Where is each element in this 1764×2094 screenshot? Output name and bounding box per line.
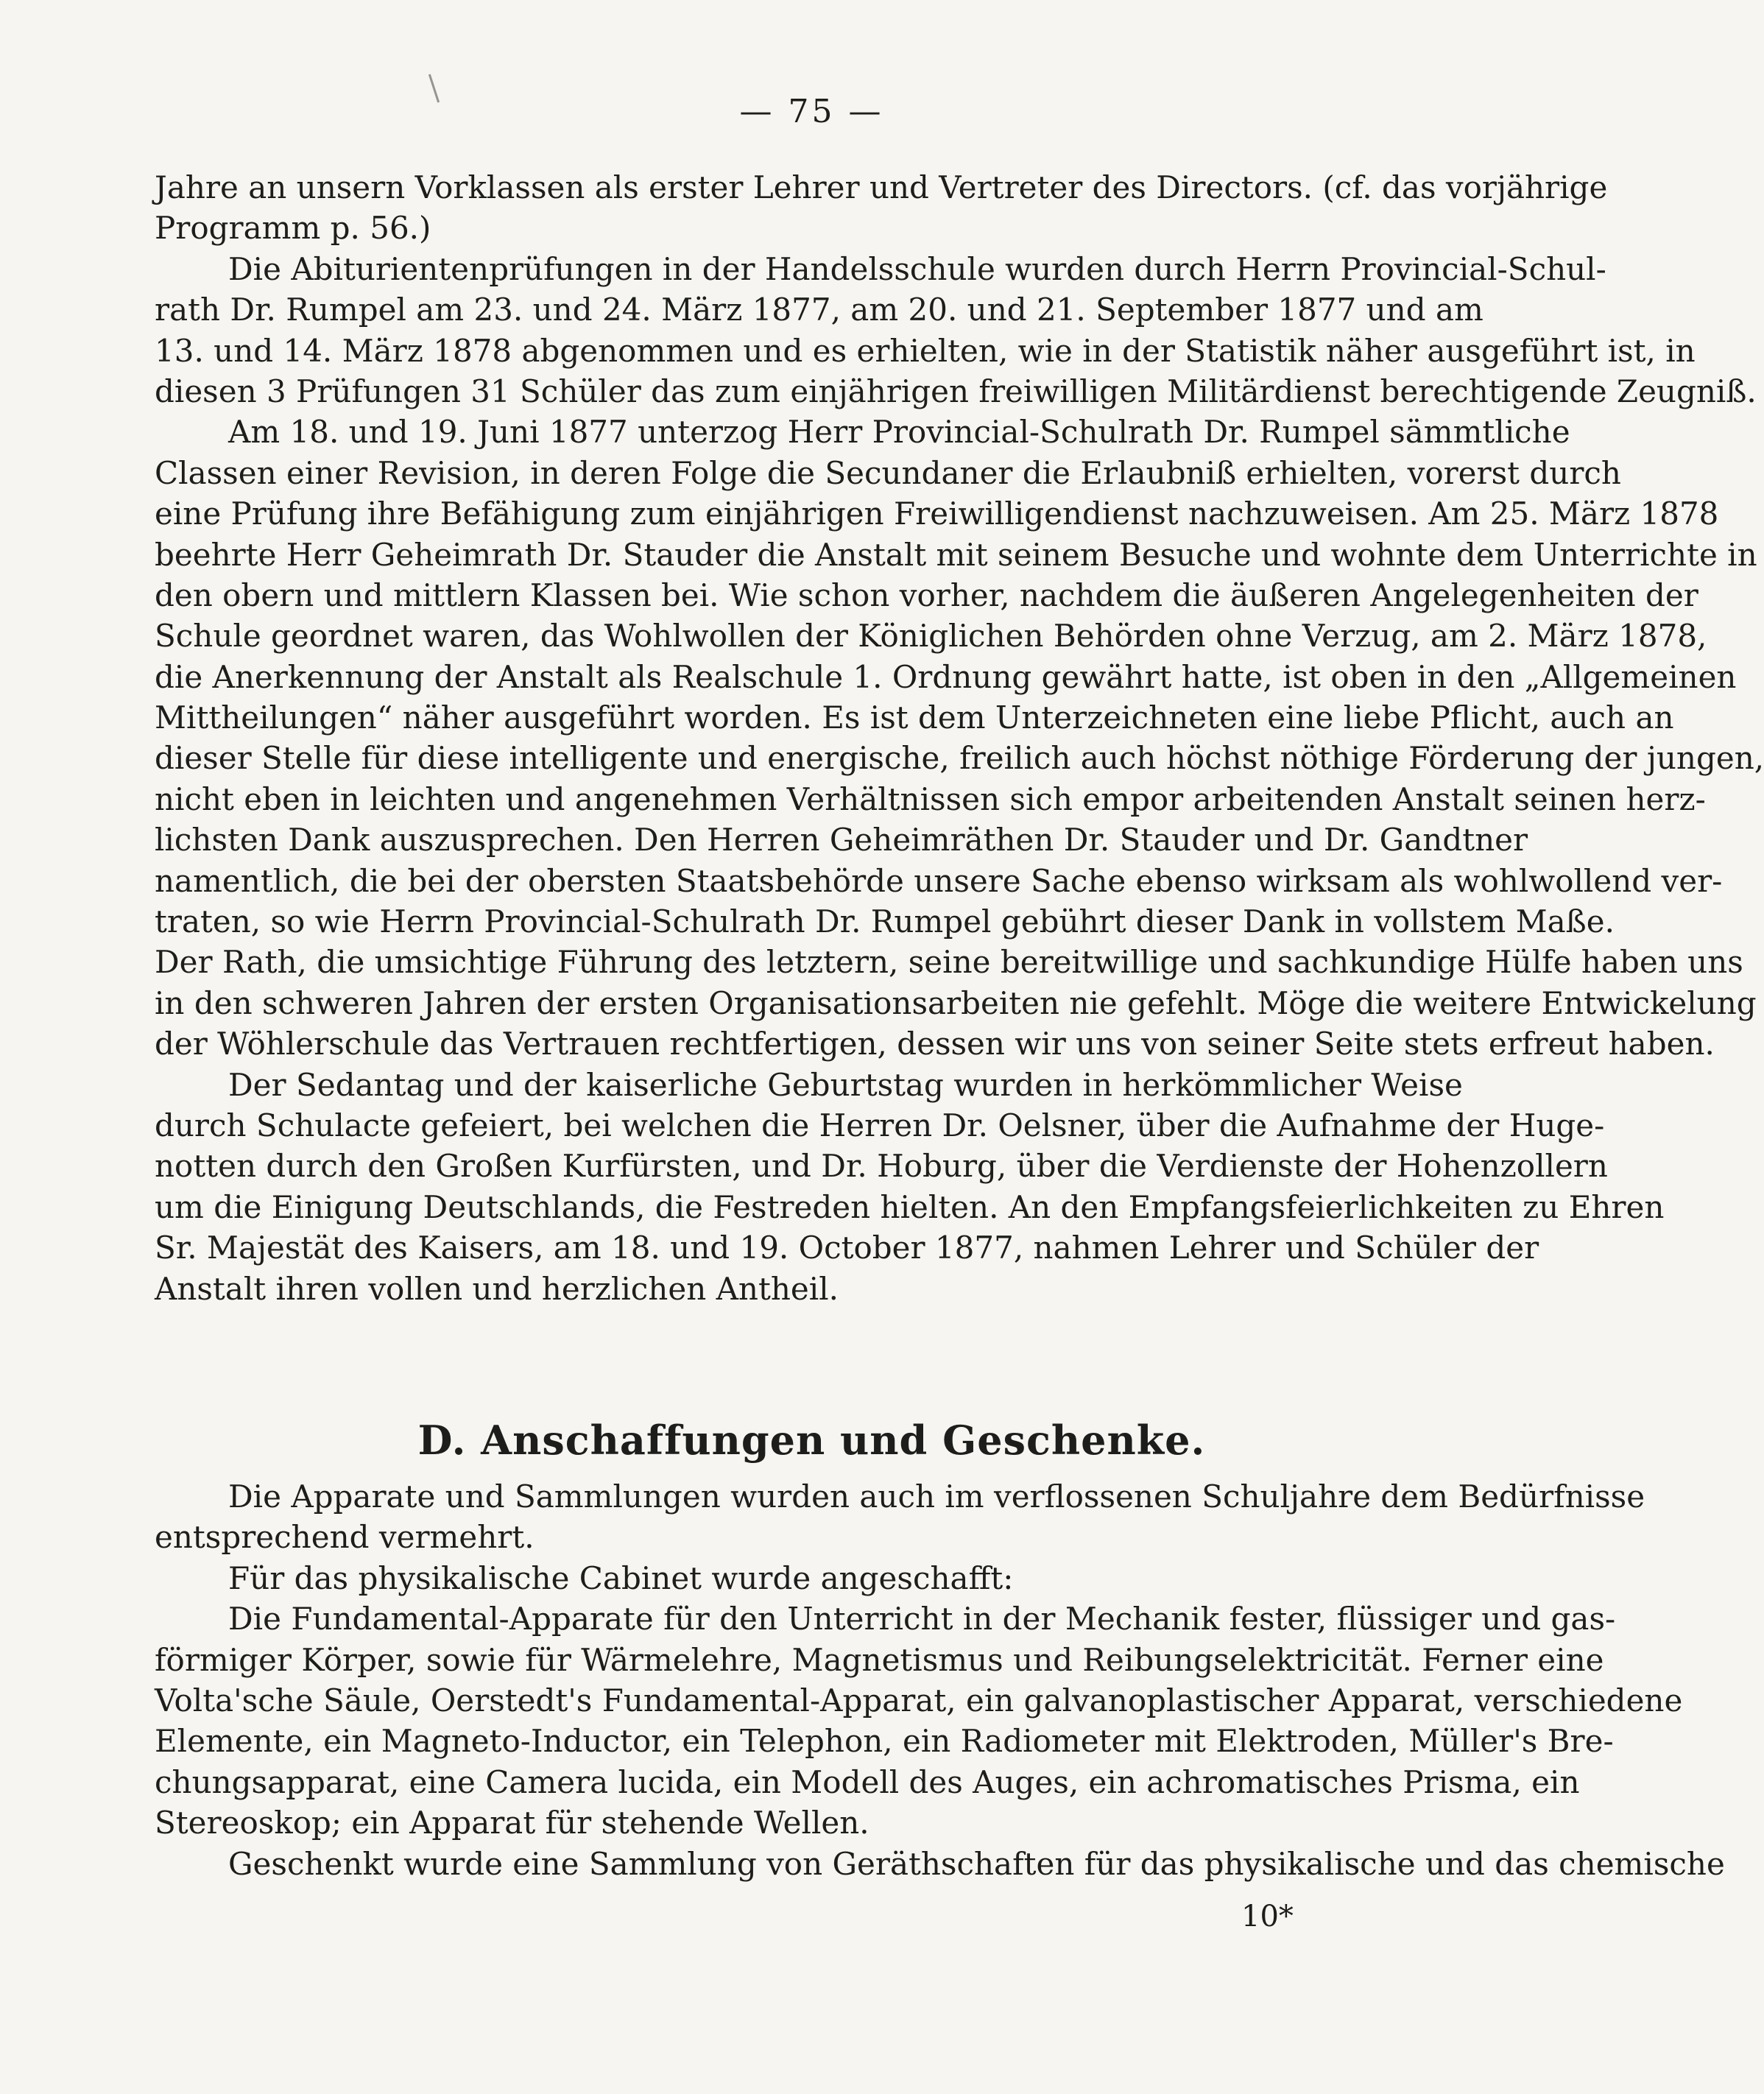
text-line: chungsapparat, eine Camera lucida, ein Modell des Auges, ein achromatisches Prisma, ein: [155, 1763, 1580, 1800]
text-line: durch Schulacte gefeiert, bei welchen die Herren Dr. Oelsner, über die Aufnahme der Huge-: [155, 1107, 1605, 1143]
section-heading: D. Anschaffungen und Geschenke.: [417, 1417, 1206, 1464]
signature-mark: 10*: [1241, 1900, 1294, 1933]
text-line: Geschenkt wurde eine Sammlung von Geräthschaften für das physikalische und das chemische: [228, 1845, 1725, 1882]
text-line: entsprechend vermehrt.: [155, 1519, 535, 1556]
text-line: beehrte Herr Geheimrath Dr. Stauder die Anstalt mit seinem Besuche und wohnte dem Unterrichte in: [155, 536, 1757, 573]
text-line: Der Sedantag und der kaiserliche Geburtstag wurden in herkömmlicher Weise: [228, 1066, 1463, 1103]
text-line: notten durch den Großen Kurfürsten, und Dr. Hoburg, über die Verdienste der Hohenzollern: [155, 1148, 1608, 1185]
page-number: — 75 —: [739, 93, 884, 130]
text-line: Schule geordnet waren, das Wohlwollen der Königlichen Behörden ohne Verzug, am 2. März 1878,: [155, 618, 1707, 655]
text-line: namentlich, die bei der obersten Staatsbehörde unsere Sache ebenso wirksam als wohlwollend ver-: [155, 862, 1723, 899]
text-line: lichsten Dank auszusprechen. Den Herren Geheimräthen Dr. Stauder und Dr. Gandtner: [155, 822, 1528, 859]
text-line: 13. und 14. März 1878 abgenommen und es erhielten, wie in der Statistik näher ausgeführt ist, in: [155, 332, 1696, 369]
text-line: der Wöhlerschule das Vertrauen rechtfertigen, dessen wir uns von seiner Seite stets erfreut haben.: [155, 1026, 1715, 1062]
text-line: Die Abiturientenprüfungen in der Handelsschule wurden durch Herrn Provincial-Schul-: [228, 250, 1606, 287]
text-line: Classen einer Revision, in deren Folge die Secundaner die Erlaubniß erhielten, vorerst durch: [155, 454, 1621, 491]
text-line: förmiger Körper, sowie für Wärmelehre, Magnetismus und Reibungselektricität. Ferner eine: [155, 1641, 1604, 1678]
text-line: Mittheilungen“ näher ausgeführt worden. Es ist dem Unterzeichneten eine liebe Pflicht, auch an: [155, 699, 1674, 736]
text-line: Am 18. und 19. Juni 1877 unterzog Herr Provincial-Schulrath Dr. Rumpel sämmtliche: [228, 414, 1570, 451]
text-line: eine Prüfung ihre Befähigung zum einjährigen Freiwilligendienst nachzuweisen. Am 25. März 1878: [155, 496, 1719, 532]
text-line: Der Rath, die umsichtige Führung des letztern, seine bereitwillige und sachkundige Hülfe haben uns: [155, 944, 1743, 981]
text-line: Programm p. 56.): [155, 210, 431, 247]
text-line: Elemente, ein Magneto-Inductor, ein Telephon, ein Radiometer mit Elektroden, Müller's Bre-: [155, 1723, 1614, 1760]
text-line: Volta'sche Säule, Oerstedt's Fundamental-Apparat, ein galvanoplastischer Apparat, verschiedene: [155, 1682, 1683, 1718]
text-line: Sr. Majestät des Kaisers, am 18. und 19. October 1877, nahmen Lehrer und Schüler der: [155, 1230, 1539, 1266]
text-line: traten, so wie Herrn Provincial-Schulrath Dr. Rumpel gebührt dieser Dank in vollstem Maße.: [155, 903, 1615, 940]
text-line: Anstalt ihren vollen und herzlichen Antheil.: [155, 1270, 839, 1307]
text-line: Stereoskop; ein Apparat für stehende Wellen.: [155, 1805, 869, 1841]
text-line: die Anerkennung der Anstalt als Realschule 1. Ordnung gewährt hatte, ist oben in den „Allgemeinen: [155, 658, 1737, 695]
body-text-block-1: [155, 167, 1764, 1309]
text-line: in den schweren Jahren der ersten Organisationsarbeiten nie gefehlt. Möge die weitere Entwickelung: [155, 984, 1757, 1021]
text-line: um die Einigung Deutschlands, die Festreden hielten. An den Empfangsfeierlichkeiten zu Ehren: [155, 1188, 1665, 1225]
text-line: nicht eben in leichten und angenehmen Verhältnissen sich empor arbeitenden Anstalt seinen herz-: [155, 780, 1706, 817]
text-line: Die Fundamental-Apparate für den Unterricht in der Mechanik fester, flüssiger und gas-: [228, 1601, 1616, 1638]
text-line: rath Dr. Rumpel am 23. und 24. März 1877, am 20. und 21. September 1877 und am: [155, 292, 1483, 328]
text-line: den obern und mittlern Klassen bei. Wie schon vorher, nachdem die äußeren Angelegenheiten der: [155, 577, 1698, 613]
text-line: dieser Stelle für diese intelligente und energische, freilich auch höchst nöthige Förderung der jungen,: [155, 740, 1764, 777]
text-line: Für das physikalische Cabinet wurde angeschafft:: [228, 1559, 1014, 1596]
body-text-block-2: [155, 1476, 1725, 1884]
text-line: diesen 3 Prüfungen 31 Schüler das zum einjährigen freiwilligen Militärdienst berechtigende Zeugniß.: [155, 373, 1757, 409]
text-line: Die Apparate und Sammlungen wurden auch im verflossenen Schuljahre dem Bedürfnisse: [228, 1478, 1645, 1515]
text-line: Jahre an unsern Vorklassen als erster Lehrer und Vertreter des Directors. (cf. das vorjährige: [155, 169, 1608, 205]
